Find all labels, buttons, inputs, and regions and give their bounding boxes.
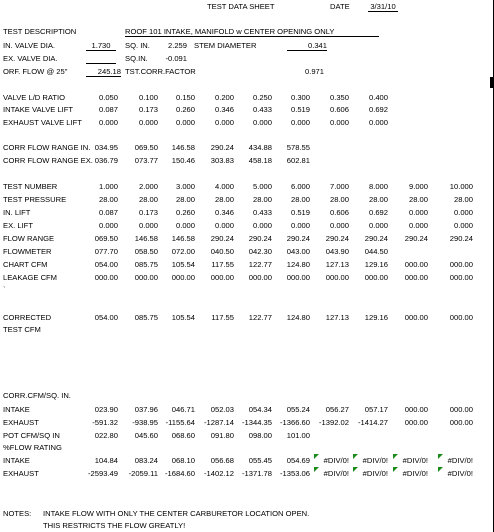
error-indicator-icon — [393, 454, 398, 459]
error-indicator-icon — [438, 454, 443, 459]
chart-cfm-cell[interactable]: 105.54 — [171, 260, 195, 269]
corr-intake-cell[interactable]: 046.71 — [171, 405, 195, 414]
error-indicator-icon — [393, 467, 398, 472]
corr-exhaust-cell[interactable]: -591.32 — [92, 418, 118, 427]
chart-cfm-cell[interactable]: 127.13 — [325, 260, 349, 269]
corrected-cell[interactable]: 117.55 — [211, 313, 234, 322]
valve-l-d-ratio-cell[interactable]: 0.200 — [214, 93, 234, 102]
valve-l-d-ratio-cell[interactable]: 0.400 — [368, 93, 388, 102]
date-value[interactable]: 3/31/10 — [368, 2, 398, 12]
corr-intake-cell[interactable]: 056.27 — [325, 405, 349, 414]
in-lift-label: IN. LIFT — [3, 208, 31, 217]
intake-valve-lift-cell[interactable]: 0.606 — [329, 105, 349, 114]
flow-range-cell[interactable]: 290.24 — [325, 234, 349, 243]
test-pressure-cell[interactable]: 28.00 — [408, 195, 428, 204]
intake-valve-lift-cell[interactable]: 0.087 — [98, 105, 118, 114]
corr-pot-cfm-sq-in-cell[interactable]: 098.00 — [248, 431, 272, 440]
corr-flow-range-ex-cell[interactable]: 073.77 — [134, 156, 158, 165]
corr-flow-range-in-label: CORR FLOW RANGE IN. — [3, 143, 91, 152]
intake-valve-lift-cell[interactable]: 0.173 — [138, 105, 158, 114]
in-lift-cell[interactable]: 0.000 — [453, 208, 473, 217]
chart-cfm-cell[interactable]: 000.00 — [449, 260, 473, 269]
corrected-cell[interactable]: 054.00 — [94, 313, 118, 322]
leakage-cfm-cell[interactable]: 000.00 — [134, 273, 158, 282]
flow-range-cell[interactable]: 290.24 — [248, 234, 272, 243]
corr-pot-cfm-sq-in-cell[interactable]: 022.80 — [94, 431, 118, 440]
corrected-label: CORRECTED — [3, 313, 52, 322]
flow-rating-exhaust-cell[interactable]: -1371.78 — [242, 469, 272, 478]
test-number-cell[interactable]: 6.000 — [290, 182, 310, 191]
in-sq-value: 2.259 — [167, 41, 187, 50]
flow-rating-intake-cell[interactable]: #DIV/0! — [402, 456, 428, 465]
ex-lift-cell[interactable]: 0.000 — [98, 221, 118, 230]
test-pressure-cell[interactable]: 28.00 — [368, 195, 388, 204]
in-valve-label: IN. VALVE DIA. — [3, 41, 56, 50]
corr-exhaust-cell[interactable]: -1344.35 — [242, 418, 272, 427]
flow-rating-intake-cell[interactable]: #DIV/0! — [323, 456, 349, 465]
exhaust-valve-lift-cell[interactable]: 0.000 — [175, 118, 195, 127]
intake-valve-lift-cell[interactable]: 0.692 — [368, 105, 388, 114]
corr-flow-range-ex-cell[interactable]: 458.18 — [248, 156, 272, 165]
exhaust-valve-lift-cell[interactable]: 0.000 — [329, 118, 349, 127]
corrected-label-2: TEST CFM — [3, 325, 41, 334]
test-pressure-label: TEST PRESSURE — [3, 195, 67, 204]
corrected-cell[interactable]: 127.13 — [325, 313, 349, 322]
exhaust-valve-lift-cell[interactable]: 0.000 — [368, 118, 388, 127]
test-number-cell[interactable]: 7.000 — [329, 182, 349, 191]
corr-exhaust-cell[interactable]: -938.95 — [132, 418, 158, 427]
corr-intake-cell[interactable]: 054.34 — [248, 405, 272, 414]
leakage-cfm-cell[interactable]: 000.00 — [364, 273, 388, 282]
in-sq-label: SQ. IN. — [125, 41, 150, 50]
notes-line-2: THIS RESTRICTS THE FLOW GREATLY! — [43, 521, 186, 530]
flowmeter-cell[interactable]: 042.30 — [248, 247, 272, 256]
test-number-cell[interactable]: 3.000 — [175, 182, 195, 191]
flow-range-cell[interactable]: 290.24 — [210, 234, 234, 243]
ex-valve-value[interactable] — [86, 54, 116, 64]
chart-cfm-cell[interactable]: 129.16 — [364, 260, 388, 269]
flow-range-cell[interactable]: 290.24 — [404, 234, 428, 243]
chart-cfm-cell[interactable]: 122.77 — [248, 260, 272, 269]
intake-valve-lift-cell[interactable]: 0.433 — [252, 105, 272, 114]
flow-range-label: FLOW RANGE — [3, 234, 55, 243]
valve-l-d-ratio-cell[interactable]: 0.250 — [252, 93, 272, 102]
test-number-cell[interactable]: 10.000 — [449, 182, 473, 191]
test-corr-factor-label: TST.CORR.FACTOR — [125, 67, 196, 76]
notes-label: NOTES: — [3, 509, 32, 518]
corr-exhaust-cell[interactable]: 000.00 — [404, 418, 428, 427]
in-lift-cell[interactable]: 0.519 — [290, 208, 310, 217]
corrected-cell[interactable]: 085.75 — [134, 313, 158, 322]
ex-lift-cell[interactable]: 0.000 — [453, 221, 473, 230]
error-indicator-icon — [438, 467, 443, 472]
ex-lift-cell[interactable]: 0.000 — [252, 221, 272, 230]
test-number-cell[interactable]: 9.000 — [408, 182, 428, 191]
chart-cfm-cell[interactable]: 054.00 — [94, 260, 118, 269]
in-valve-value[interactable]: 1.730 — [86, 41, 116, 51]
ex-lift-label: EX. LIFT — [3, 221, 33, 230]
corr-intake-cell[interactable]: 055.24 — [286, 405, 310, 414]
intake-valve-lift-cell[interactable]: 0.519 — [290, 105, 310, 114]
sheet-title: TEST DATA SHEET — [207, 2, 275, 11]
leakage-cfm-cell[interactable]: 000.00 — [210, 273, 234, 282]
ex-lift-cell[interactable]: 0.000 — [408, 221, 428, 230]
ex-lift-cell[interactable]: 0.000 — [329, 221, 349, 230]
flow-rating-intake-cell[interactable]: 055.45 — [248, 456, 272, 465]
flowmeter-cell[interactable]: 077.70 — [94, 247, 118, 256]
corrected-cell[interactable]: 122.77 — [248, 313, 272, 322]
flow-range-cell[interactable]: 290.24 — [364, 234, 388, 243]
flow-rating-intake-cell[interactable]: 083.24 — [134, 456, 158, 465]
test-number-cell[interactable]: 4.000 — [214, 182, 234, 191]
chart-cfm-cell[interactable]: 124.80 — [286, 260, 310, 269]
notes-line-1: INTAKE FLOW WITH ONLY THE CENTER CARBURETOR LOCATION OPEN. — [43, 509, 310, 518]
corr-exhaust-cell[interactable]: -1414.27 — [358, 418, 388, 427]
corr-flow-range-ex-cell[interactable]: 303.83 — [210, 156, 234, 165]
corr-intake-cell[interactable]: 000.00 — [404, 405, 428, 414]
flow-range-cell[interactable]: 069.50 — [94, 234, 118, 243]
corr-cfm-heading: CORR.CFM/SQ. IN. — [3, 391, 71, 400]
test-description-value[interactable]: ROOF 101 INTAKE, MANIFOLD w CENTER OPENING ONLY — [125, 27, 379, 37]
intake-valve-lift-cell[interactable]: 0.260 — [175, 105, 195, 114]
ex-lift-cell[interactable]: 0.000 — [175, 221, 195, 230]
in-lift-cell[interactable]: 0.433 — [252, 208, 272, 217]
ex-sq-label: SQ.IN. — [125, 54, 148, 63]
test-number-cell[interactable]: 2.000 — [138, 182, 158, 191]
test-pressure-cell[interactable]: 28.00 — [175, 195, 195, 204]
flow-rating-exhaust-cell[interactable]: -1684.60 — [165, 469, 195, 478]
test-description-label: TEST DESCRIPTION — [3, 27, 77, 36]
exhaust-valve-lift-cell[interactable]: 0.000 — [98, 118, 118, 127]
in-lift-cell[interactable]: 0.173 — [138, 208, 158, 217]
test-pressure-cell[interactable]: 28.00 — [252, 195, 272, 204]
corr-flow-range-ex-cell[interactable]: 602.81 — [286, 156, 310, 165]
test-pressure-cell[interactable]: 28.00 — [214, 195, 234, 204]
flow-rating-exhaust-cell[interactable]: -2059.11 — [128, 469, 158, 478]
corrected-cell[interactable]: 129.16 — [364, 313, 388, 322]
flowmeter-cell[interactable]: 072.00 — [171, 247, 195, 256]
corr-pot-cfm-sq-in-cell[interactable]: 068.60 — [171, 431, 195, 440]
flow-rating-exhaust-cell[interactable]: #DIV/0! — [447, 469, 473, 478]
leakage-cfm-cell[interactable]: 000.00 — [325, 273, 349, 282]
chart-cfm-label: CHART CFM — [3, 260, 48, 269]
corrected-cell[interactable]: 105.54 — [171, 313, 195, 322]
corr-exhaust-cell[interactable]: -1155.64 — [165, 418, 195, 427]
error-indicator-icon — [353, 454, 358, 459]
flow-rating-exhaust-cell[interactable]: -2593.49 — [88, 469, 118, 478]
corr-intake-cell[interactable]: 057.17 — [364, 405, 388, 414]
flow-rating-intake-cell[interactable]: #DIV/0! — [362, 456, 388, 465]
flow-range-cell[interactable]: 146.58 — [171, 234, 195, 243]
flow-rating-exhaust-cell[interactable]: #DIV/0! — [402, 469, 428, 478]
corrected-cell[interactable]: 000.00 — [404, 313, 428, 322]
chart-cfm-cell[interactable]: 117.55 — [211, 260, 234, 269]
corr-flow-range-in-cell[interactable]: 034.95 — [94, 143, 118, 152]
corr-flow-range-in-cell[interactable]: 434.88 — [248, 143, 272, 152]
corr-exhaust-label: EXHAUST — [3, 418, 39, 427]
corr-flow-range-in-cell[interactable]: 146.58 — [171, 143, 195, 152]
corr-exhaust-cell[interactable]: -1287.14 — [204, 418, 234, 427]
flow-range-cell[interactable]: 290.24 — [286, 234, 310, 243]
intake-valve-lift-label: INTAKE VALVE LIFT — [3, 105, 74, 114]
in-lift-cell[interactable]: 0.606 — [329, 208, 349, 217]
stray-mark: ` — [3, 285, 6, 294]
valve-l-d-ratio-cell[interactable]: 0.100 — [138, 93, 158, 102]
corr-exhaust-cell[interactable]: -1366.60 — [280, 418, 310, 427]
ex-lift-cell[interactable]: 0.000 — [368, 221, 388, 230]
test-pressure-cell[interactable]: 28.00 — [138, 195, 158, 204]
in-lift-cell[interactable]: 0.692 — [368, 208, 388, 217]
corr-exhaust-cell[interactable]: 000.00 — [449, 418, 473, 427]
ex-lift-cell[interactable]: 0.000 — [290, 221, 310, 230]
error-indicator-icon — [353, 467, 358, 472]
corr-flow-range-ex-cell[interactable]: 150.46 — [171, 156, 195, 165]
error-indicator-icon — [314, 467, 319, 472]
valve-l-d-ratio-cell[interactable]: 0.300 — [290, 93, 310, 102]
test-corr-factor-value: 0.971 — [304, 67, 324, 76]
corr-flow-range-in-cell[interactable]: 578.55 — [286, 143, 310, 152]
corr-intake-cell[interactable]: 037.96 — [134, 405, 158, 414]
chart-cfm-cell[interactable]: 085.75 — [134, 260, 158, 269]
in-lift-cell[interactable]: 0.087 — [98, 208, 118, 217]
stem-diameter-value[interactable]: 0.341 — [287, 41, 327, 51]
test-pressure-cell[interactable]: 28.00 — [329, 195, 349, 204]
corr-pot-cfm-sq-in-cell[interactable]: 045.60 — [134, 431, 158, 440]
in-lift-cell[interactable]: 0.000 — [408, 208, 428, 217]
test-number-cell[interactable]: 5.000 — [252, 182, 272, 191]
flow-rating-exhaust-cell[interactable]: -1353.06 — [280, 469, 310, 478]
corr-pot-cfm-sq-in-cell[interactable]: 091.80 — [210, 431, 234, 440]
corrected-cell[interactable]: 000.00 — [449, 313, 473, 322]
test-number-cell[interactable]: 1.000 — [98, 182, 118, 191]
leakage-cfm-cell[interactable]: 000.00 — [248, 273, 272, 282]
valve-l-d-ratio-cell[interactable]: 0.350 — [329, 93, 349, 102]
flow-range-cell[interactable]: 290.24 — [449, 234, 473, 243]
flow-rating-intake-cell[interactable]: #DIV/0! — [447, 456, 473, 465]
valve-l-d-ratio-cell[interactable]: 0.050 — [98, 93, 118, 102]
ex-sq-value: -0.091 — [165, 54, 187, 63]
flow-rating-heading: %FLOW RATING — [3, 443, 62, 452]
valve-l-d-ratio-cell[interactable]: 0.150 — [175, 93, 195, 102]
flow-rating-intake-cell[interactable]: 054.69 — [286, 456, 310, 465]
corr-intake-label: INTAKE — [3, 405, 30, 414]
leakage-cfm-cell[interactable]: 000.00 — [171, 273, 195, 282]
error-indicator-icon — [314, 454, 319, 459]
ex-lift-cell[interactable]: 0.000 — [138, 221, 158, 230]
in-lift-cell[interactable]: 0.260 — [175, 208, 195, 217]
corr-flow-range-in-cell[interactable]: 069.50 — [134, 143, 158, 152]
in-lift-cell[interactable]: 0.346 — [214, 208, 234, 217]
date-label: DATE — [330, 2, 350, 11]
flowmeter-cell[interactable]: 043.90 — [325, 247, 349, 256]
leakage-cfm-cell[interactable]: 000.00 — [449, 273, 473, 282]
corr-pot-cfm-sq-in-label: POT CFM/SQ IN — [3, 431, 60, 440]
flow-rating-exhaust-cell[interactable]: #DIV/0! — [323, 469, 349, 478]
flowmeter-label: FLOWMETER — [3, 247, 52, 256]
test-pressure-cell[interactable]: 28.00 — [290, 195, 310, 204]
corr-flow-range-ex-label: CORR FLOW RANGE EX. — [3, 156, 93, 165]
corr-intake-cell[interactable]: 052.03 — [210, 405, 234, 414]
corr-exhaust-cell[interactable]: -1392.02 — [319, 418, 349, 427]
stem-diameter-label: STEM DIAMETER — [194, 41, 257, 50]
flow-rating-intake-label: INTAKE — [3, 456, 30, 465]
corr-pot-cfm-sq-in-cell[interactable]: 101.00 — [286, 431, 310, 440]
flow-rating-exhaust-cell[interactable]: -1402.12 — [204, 469, 234, 478]
exhaust-valve-lift-cell[interactable]: 0.000 — [290, 118, 310, 127]
exhaust-valve-lift-cell[interactable]: 0.000 — [138, 118, 158, 127]
leakage-cfm-label: LEAKAGE CFM — [3, 273, 58, 282]
orf-flow-label: ORF. FLOW @ 25" — [3, 67, 68, 76]
corr-intake-cell[interactable]: 023.90 — [94, 405, 118, 414]
corr-intake-cell[interactable]: 000.00 — [449, 405, 473, 414]
flow-range-cell[interactable]: 146.58 — [134, 234, 158, 243]
test-number-label: TEST NUMBER — [3, 182, 58, 191]
selection-marker — [490, 77, 494, 88]
chart-cfm-cell[interactable]: 000.00 — [404, 260, 428, 269]
flow-rating-exhaust-label: EXHAUST — [3, 469, 39, 478]
intake-valve-lift-cell[interactable]: 0.346 — [214, 105, 234, 114]
exhaust-valve-lift-cell[interactable]: 0.000 — [252, 118, 272, 127]
test-number-cell[interactable]: 8.000 — [368, 182, 388, 191]
flowmeter-cell[interactable]: 044.50 — [364, 247, 388, 256]
flowmeter-cell[interactable]: 043.00 — [286, 247, 310, 256]
flow-rating-intake-cell[interactable]: 056.68 — [210, 456, 234, 465]
corr-flow-range-in-cell[interactable]: 290.24 — [210, 143, 234, 152]
corr-flow-range-ex-cell[interactable]: 036.79 — [94, 156, 118, 165]
corrected-cell[interactable]: 124.80 — [286, 313, 310, 322]
ex-lift-cell[interactable]: 0.000 — [214, 221, 234, 230]
exhaust-valve-lift-cell[interactable]: 0.000 — [214, 118, 234, 127]
valve-l-d-ratio-label: VALVE L/D RATIO — [3, 93, 66, 102]
orf-flow-value[interactable]: 245.18 — [86, 67, 121, 77]
flowmeter-cell[interactable]: 058.50 — [134, 247, 158, 256]
leakage-cfm-cell[interactable]: 000.00 — [94, 273, 118, 282]
leakage-cfm-cell[interactable]: 000.00 — [286, 273, 310, 282]
test-pressure-cell[interactable]: 28.00 — [453, 195, 473, 204]
leakage-cfm-cell[interactable]: 000.00 — [404, 273, 428, 282]
flowmeter-cell[interactable]: 040.50 — [210, 247, 234, 256]
flow-rating-intake-cell[interactable]: 068.10 — [171, 456, 195, 465]
ex-valve-label: EX. VALVE DIA. — [3, 54, 58, 63]
test-pressure-cell[interactable]: 28.00 — [98, 195, 118, 204]
exhaust-valve-lift-label: EXHAUST VALVE LIFT — [3, 118, 82, 127]
flow-rating-intake-cell[interactable]: 104.84 — [94, 456, 118, 465]
flow-rating-exhaust-cell[interactable]: #DIV/0! — [362, 469, 388, 478]
